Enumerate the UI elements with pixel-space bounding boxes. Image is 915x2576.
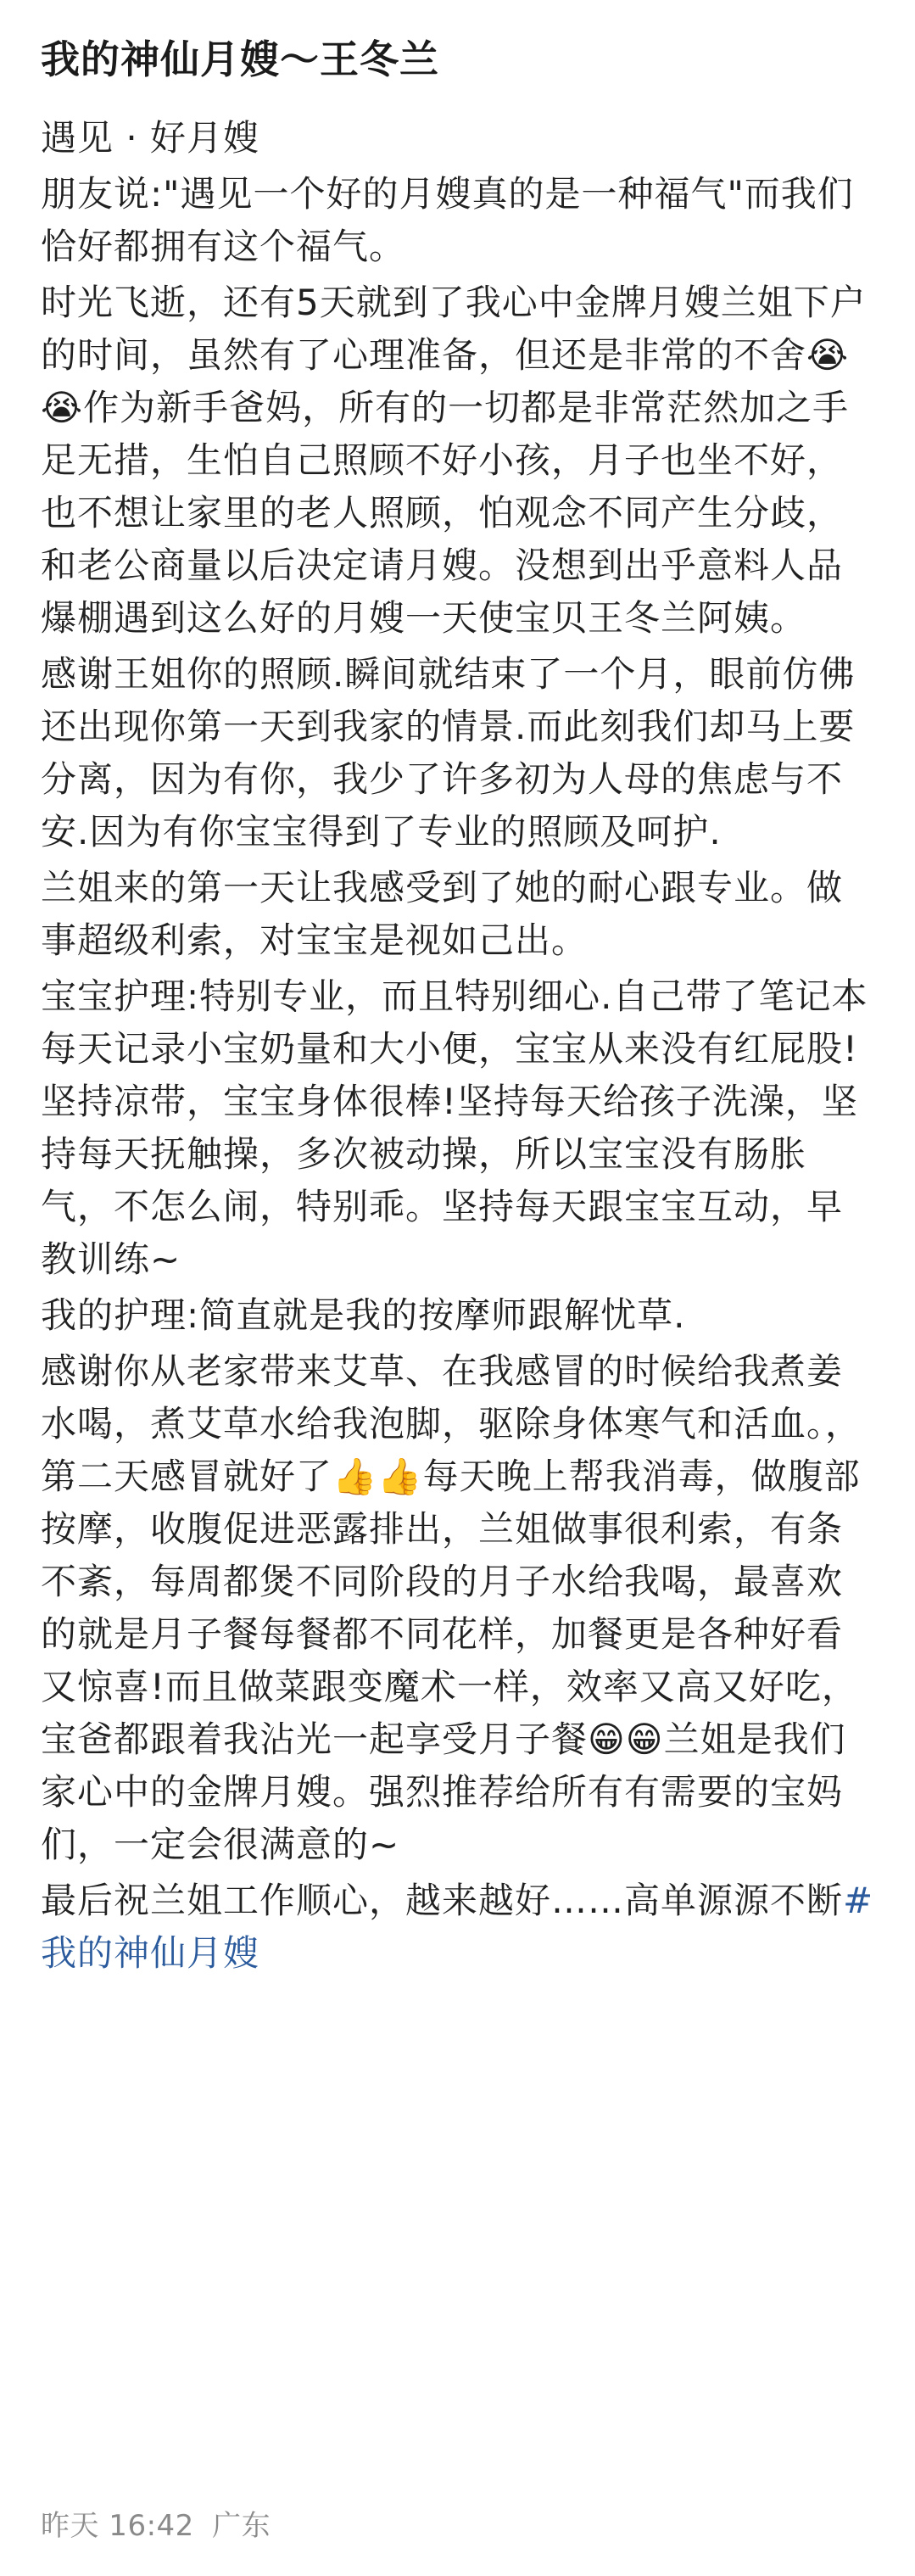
post-paragraph: 感谢王姐你的照顾.瞬间就结束了一个月，眼前仿佛还出现你第一天到我家的情景.而此刻我们却马上要分离，因为有你，我少了许多初为人母的焦虑与不安.因为有你宝宝得到了专业的照顾及呵护. [41,653,856,852]
post-paragraph: 朋友说:"遇见一个好的月嫂真的是一种福气"而我们恰好都拥有这个福气。 [41,173,854,267]
post-meta [41,2502,271,2544]
post-paragraph: 时光飞逝，还有5天就到了我心中金牌月嫂兰姐下户的时间，虽然有了心理准备，但还是非常的不舍😭😭作为新手爸妈，所有的一切都是非常茫然加之手足无措，生怕自己照顾不好小孩，月子也坐不好，也不想让家里的老人照顾，怕观念不同产生分歧，和老公商量以后决定请月嫂。没想到出乎意料人品爆棚遇到这么好的月嫂一天使宝贝王冬兰阿姨。 [41,282,867,639]
last-paragraph-text: 最后祝兰姐工作顺心，越来越好……高单源源不断 [41,1880,844,1921]
topic-tag-link[interactable]: #我的神仙月嫂 [41,1880,874,1974]
post-paragraph: 兰姐来的第一天让我感受到了她的耐心跟专业。做事超级利索，对宝宝是视如己出。 [41,867,844,961]
post-paragraph: 我的护理:简直就是我的按摩师跟解忧草. [41,1294,686,1336]
post-title: 我的神仙月嫂～王冬兰 [41,36,439,82]
post-paragraph: 宝宝护理:特别专业，而且特别细心.自己带了笔记本每天记录小宝奶量和大小便，宝宝从来没有红屁股!坚持凉带，宝宝身体很棒!坚持每天给孩子洗澡，坚持每天抚触操，多次被动操，所以宝宝没有肠胀气，不怎么闹，特别乖。坚持每天跟宝宝互动，早教训练~ [41,975,868,1280]
post-paragraph: 感谢你从老家带来艾草、在我感冒的时候给我煮姜水喝，煮艾草水给我泡脚，驱除身体寒气和活血。，第二天感冒就好了👍👍每天晚上帮我消毒，做腹部按摩，收腹促进恶露排出，兰姐做事很利索，有条不紊，每周都煲不同阶段的月子水给我喝，最喜欢的就是月子餐每餐都不同花样，加餐更是各种好看又惊喜!而且做菜跟变魔术一样，效率又高又好吃，宝爸都跟着我沾光一起享受月子餐😁😁兰姐是我们家心中的金牌月嫂。强烈推荐给所有有需要的宝妈们，一定会很满意的~ [41,1350,862,1865]
post-time: 昨天 16:42 [41,2509,194,2543]
post-paragraph: 遇见 · 好月嫂 [41,117,260,159]
post-location: 广东 [212,2509,271,2543]
post-paragraph-last [41,1875,878,1980]
post-body [41,112,878,1980]
